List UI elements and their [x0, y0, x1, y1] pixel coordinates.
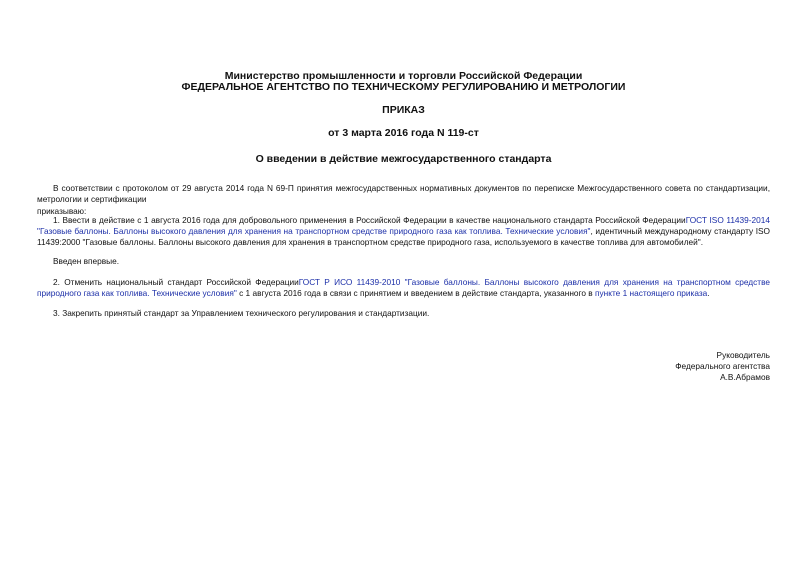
item-2-text-middle: с 1 августа 2016 года в связи с принятием и введением в действие стандарта, указанного в	[236, 288, 596, 298]
signature-name: А.В.Абрамов	[720, 372, 770, 382]
signature-org: Федерального агентства	[675, 361, 770, 371]
order-title: ПРИКАЗ	[382, 104, 425, 116]
gost-r-iso-11439-2010-link[interactable]: ГОСТ Р ИСО 11439-2010 "Газовые баллоны. Баллоны высокого давления для хранения на транспортном средстве природного газа как топлива. Технические условия"	[37, 277, 770, 298]
signature-title: Руководитель	[716, 350, 770, 360]
item-1-text-before: 1. Ввести в действие с 1 августа 2016 года для добровольного применения в Российской Федерации в качестве национального стандарта Российской Федерации	[53, 215, 686, 225]
item-2-text-after: .	[707, 288, 710, 298]
item-1-reference-link[interactable]: пункте 1 настоящего приказа	[595, 288, 708, 298]
item-1-text-after: , идентичный международному стандарту ISO 11439:2000 "Газовые баллоны. Баллоны высокого давления для хранения в транспортном средстве природного газа, используемого в качестве топлива для автомобилей".	[37, 226, 770, 247]
ordered-line: приказываю:	[37, 206, 87, 216]
item-2-text-before: 2. Отменить национальный стандарт Российской Федерации	[53, 277, 299, 287]
gost-iso-11439-2014-link[interactable]: ГОСТ ISO 11439-2014 "Газовые баллоны. Баллоны высокого давления для хранения на транспортном средстве природного газа как топлива. Технические условия"	[37, 215, 770, 236]
agency-heading: ФЕДЕРАЛЬНОЕ АГЕНТСТВО ПО ТЕХНИЧЕСКОМУ РЕГУЛИРОВАНИЮ И МЕТРОЛОГИИ	[181, 81, 626, 93]
signature-block	[675, 350, 770, 383]
intro-paragraph: В соответствии с протоколом от 29 августа 2014 года N 69-П принятия межгосударственных нормативных документов по переписке Межгосударственного совета по стандартизации, метрологии и сертификации	[37, 183, 770, 204]
order-date: от 3 марта 2016 года N 119-ст	[328, 127, 479, 139]
introduced-first-note: Введен впервые.	[53, 256, 120, 266]
ministry-heading: Министерство промышленности и торговли Российской Федерации	[224, 70, 583, 82]
item-3-paragraph: 3. Закрепить принятый стандарт за Управлением технического регулирования и стандартизации.	[53, 308, 430, 318]
item-1-paragraph	[37, 215, 770, 248]
item-2-paragraph	[37, 277, 770, 299]
order-subject: О введении в действие межгосударственного стандарта	[255, 153, 552, 165]
